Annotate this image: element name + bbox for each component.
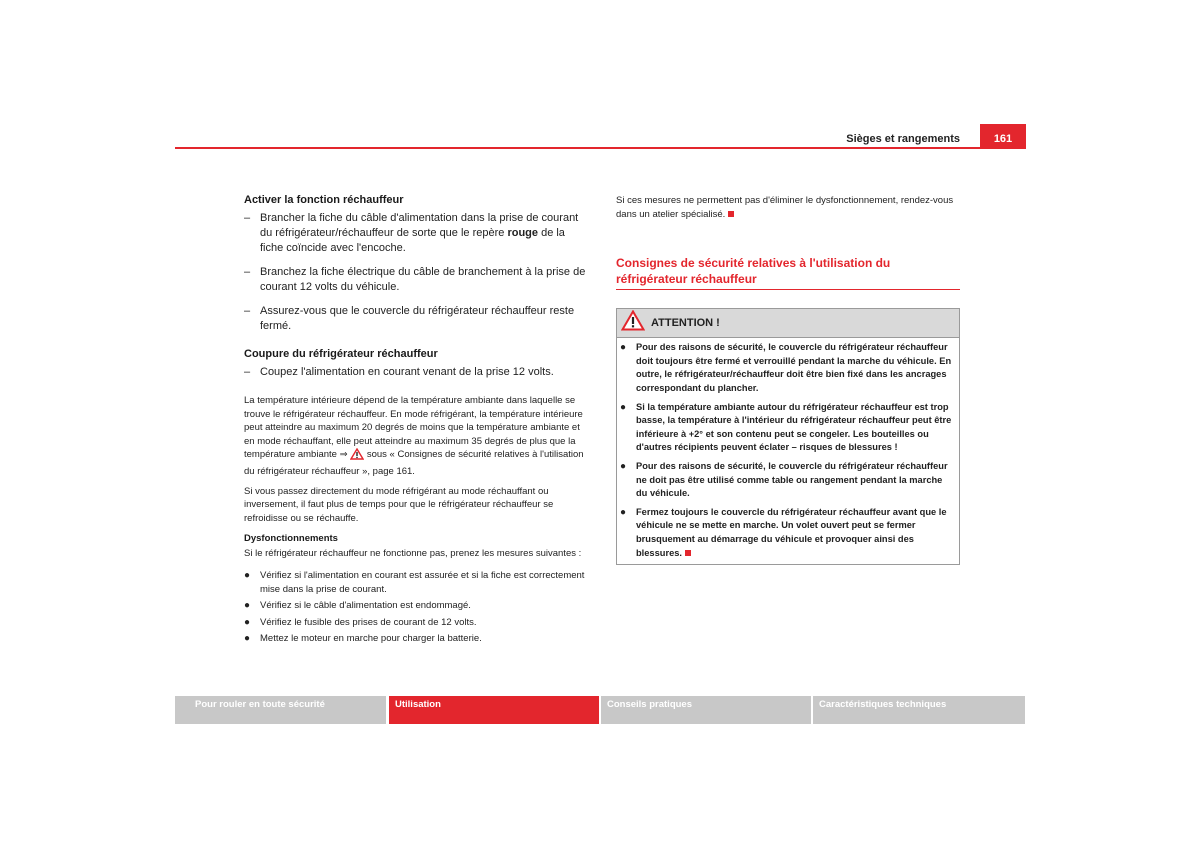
warning-text: Pour des raisons de sécurité, le couvercle du réfrigérateur réchauffeur doit toujours être fermé et verrouillé pendant la marche du véhicule. En outre, le réfrigérateur/réchauffeur doit être bien fixé dans les ancrages correspondant du plancher. (636, 342, 952, 393)
page-number: 161 (980, 124, 1026, 148)
warning-item (620, 401, 955, 455)
check-text: Vérifiez si l'alimentation en courant est assurée et si la fiche est correctement mise dans la prise de courant. (260, 569, 585, 595)
dash-marker: – (244, 305, 251, 317)
right-column (616, 194, 960, 565)
attention-header (617, 309, 959, 338)
footer-tab-utilisation[interactable]: Utilisation (389, 696, 599, 724)
warning-text: Pour des raisons de sécurité, le couvercle du réfrigérateur réchauffeur ne doit pas être utilisé comme table ou rangement pendant la marche du véhicule. (636, 460, 948, 499)
bullet-icon: ● (620, 460, 627, 472)
malfunction-heading: Dysfonctionnements (244, 533, 338, 545)
step-bold-word: rouge (507, 227, 539, 239)
warning-item (620, 460, 955, 501)
warning-item (620, 341, 955, 395)
check-item (244, 632, 590, 646)
bullet-icon: ● (244, 633, 251, 645)
footer-tab-practical-tips[interactable]: Conseils pratiques (601, 696, 811, 724)
warning-triangle-icon (350, 448, 364, 465)
bullet-icon: ● (244, 616, 251, 628)
temperature-reference: sous « Consignes de sécurité relatives à l'utilisation du réfrigérateur réchauffeur », page 161. (244, 449, 584, 477)
end-square-icon (685, 550, 691, 556)
attention-label: ATTENTION ! (651, 317, 720, 330)
bullet-icon: ● (620, 506, 627, 518)
right-intro-text: Si ces mesures ne permettent pas d'éliminer le dysfonctionnement, rendez-vous dans un atelier spécialisé. (616, 195, 954, 220)
activate-step (244, 211, 590, 256)
malfunction-intro: Si le réfrigérateur réchauffeur ne fonctionne pas, prenez les mesures suivantes : (244, 548, 582, 560)
activate-heading: Activer la fonction réchauffeur (244, 194, 404, 206)
header-rule (175, 147, 1026, 149)
right-intro (616, 194, 960, 221)
temperature-text: La température intérieure dépend de la température ambiante dans laquelle se trouve le réfrigérateur réchauffeur. En mode réfrigérant, la température intérieure peut atteindre au maximum 20 degrés de moins que la température ambiante et en mode réchauffant, elle peut atteindre au maximum 35 degrés de plus que la température ambiante ⇒ (244, 395, 583, 461)
bullet-icon: ● (244, 600, 251, 612)
step-text: de la fiche coïncide avec l'encoche. (260, 227, 565, 254)
warning-text: Fermez toujours le couvercle du réfrigérateur réchauffeur avant que le véhicule ne se mette en marche. Un volet ouvert peut se fermer brusquement au démarrage du véhicule et provoquer ainsi des blessures. (636, 506, 947, 558)
step-text: Coupez l'alimentation en courant venant de la prise 12 volts. (260, 366, 554, 378)
check-item (244, 599, 590, 613)
cutoff-step (244, 365, 590, 380)
dash-marker: – (244, 266, 251, 278)
check-text: Vérifiez si le câble d'alimentation est endommagé. (260, 600, 471, 612)
left-column (244, 194, 590, 649)
check-text: Vérifiez le fusible des prises de courant de 12 volts. (260, 616, 477, 628)
check-item (244, 616, 590, 630)
step-text: Assurez-vous que le couvercle du réfrigérateur réchauffeur reste fermé. (260, 305, 575, 332)
bullet-icon: ● (620, 342, 627, 354)
bullet-icon: ● (620, 401, 627, 413)
bullet-icon: ● (244, 569, 251, 581)
check-item (244, 569, 590, 596)
footer-tab-technical-specs[interactable]: Caractéristiques techniques (813, 696, 1025, 724)
checks-list (244, 569, 590, 646)
cutoff-heading: Coupure du réfrigérateur réchauffeur (244, 348, 438, 360)
activate-step (244, 265, 590, 295)
mode-paragraph: Si vous passez directement du mode réfrigérant au mode réchauffant ou inversement, il faut plus de temps pour que le réfrigérateur réchauffeur se refroidisse ou se réchauffe. (244, 485, 554, 524)
footer-tab-safety[interactable]: Pour rouler en toute sécurité (175, 696, 386, 724)
warning-item (620, 506, 955, 560)
attention-body (617, 338, 959, 564)
warning-text: Si la température ambiante autour du réfrigérateur réchauffeur est trop basse, la température à l'intérieur du réfrigérateur réchauffeur peut être inférieure à +2° et son contenu peut se congeler. Les bouteilles ou d'autres récipients peuvent éclater – risques de blessures ! (636, 401, 952, 453)
step-text: Branchez la fiche électrique du câble de branchement à la prise de courant 12 volts du véhicule. (260, 266, 586, 293)
header-section-title: Sièges et rangements (846, 133, 960, 145)
warning-triangle-icon (621, 310, 645, 336)
dash-marker: – (244, 212, 251, 224)
activate-steps (244, 211, 590, 334)
check-text: Mettez le moteur en marche pour charger la batterie. (260, 633, 482, 645)
temperature-paragraph (244, 394, 590, 479)
step-text: Brancher la fiche du câble d'alimentation dans la prise de courant du réfrigérateur/réchauffeur de sorte que le repère (260, 212, 579, 239)
dash-marker: – (244, 366, 251, 378)
activate-step (244, 304, 590, 334)
attention-box (616, 308, 960, 565)
safety-section-title: Consignes de sécurité relatives à l'utilisation du réfrigérateur réchauffeur (616, 255, 960, 290)
end-square-icon (728, 211, 734, 217)
cutoff-steps (244, 365, 590, 380)
